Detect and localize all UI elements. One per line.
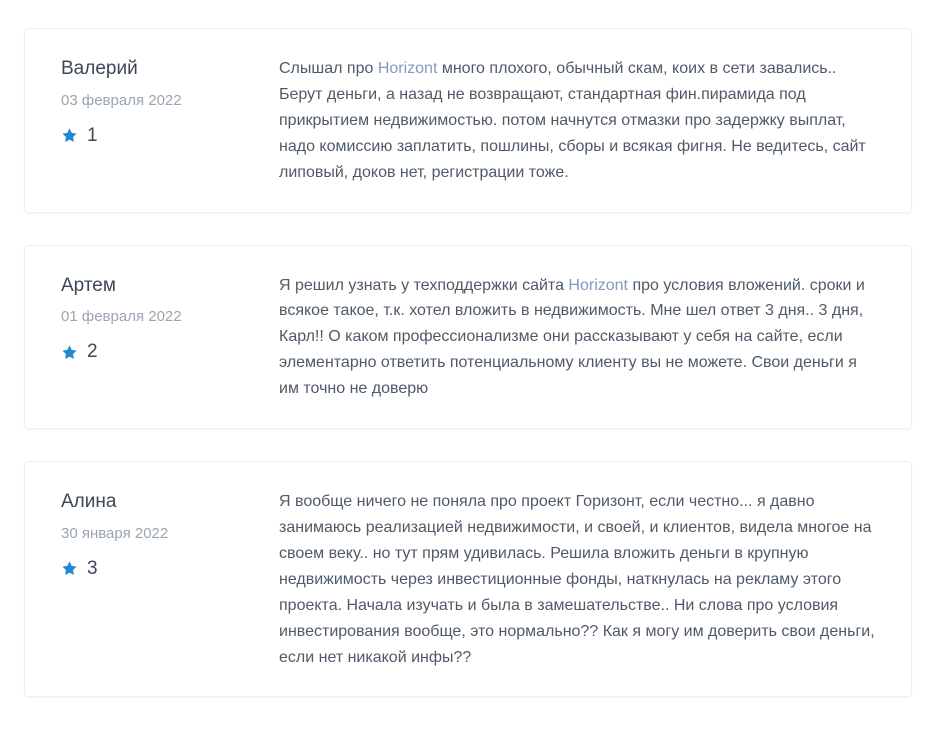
brand-name: Horizont — [377, 60, 438, 77]
star-icon — [61, 344, 78, 361]
review-rating — [61, 125, 279, 147]
brand-name: Horizont — [568, 276, 628, 294]
review-card — [24, 245, 912, 430]
review-meta — [61, 272, 279, 364]
review-text — [279, 55, 881, 186]
review-text-after: про условия вложений. сроки и всякое такое, т.к. хотел вложить в недвижимость. Мне шел ответ 3 дня.. 3 дня, Карл!! О каком профессионализме они рассказывают у себя на сайте, если элементарно ответить потенциальному клиенту вы не можете. Свои деньги я им точно не доверю — [279, 276, 865, 398]
review-card — [24, 461, 912, 697]
review-date: 01 февраля 2022 — [61, 308, 182, 326]
review-text-before: Я вообще ничего не поняла про проект Горизонт, если честно... я давно занимаюсь реализацией недвижимости, и своей, и клиентов, видела многое на своем веку.. но тут прям удивилась. Решила вложить деньги в крупную недвижимость через инвестиционные фонды, наткнулась на рекламу этого проекта. Начала изучать и была в замешательстве.. Ни слова про условия инвестирования вообще, это нормально?? Как я могу им доверить свои деньги, если нет никакой инфы?? — [279, 493, 875, 666]
review-text — [279, 488, 881, 670]
rating-value: 2 — [87, 341, 98, 363]
star-icon — [61, 560, 78, 577]
review-text-before: Слышал про — [279, 60, 378, 77]
review-text — [279, 272, 881, 403]
rating-value: 1 — [87, 124, 98, 146]
review-text-after: много плохого, обычный скам, коих в сети завались.. Берут деньги, а назад не возвращают, стандартная фин.пирамида под прикрытием недвижимостью. потом начнутся отмазки про задержку выплат, надо комиссию заплатить, пошлины, сборы и всякая фигня. Не ведитесь, сайт липовый, доков нет, регистрации тоже. — [279, 60, 866, 181]
rating-value: 3 — [87, 557, 98, 579]
page-bottom-spacer — [24, 729, 912, 741]
review-author: Валерий — [61, 58, 138, 79]
review-meta — [61, 488, 279, 580]
review-text-before: Я решил узнать у техподдержки сайта — [279, 276, 569, 294]
review-rating — [61, 558, 279, 580]
review-meta — [61, 55, 279, 147]
star-icon — [61, 127, 78, 144]
review-card — [24, 28, 912, 213]
review-author: Артем — [61, 274, 116, 296]
review-rating — [61, 341, 279, 363]
review-date: 03 февраля 2022 — [61, 91, 182, 109]
review-date: 30 января 2022 — [61, 524, 169, 542]
review-author: Алина — [61, 491, 117, 513]
